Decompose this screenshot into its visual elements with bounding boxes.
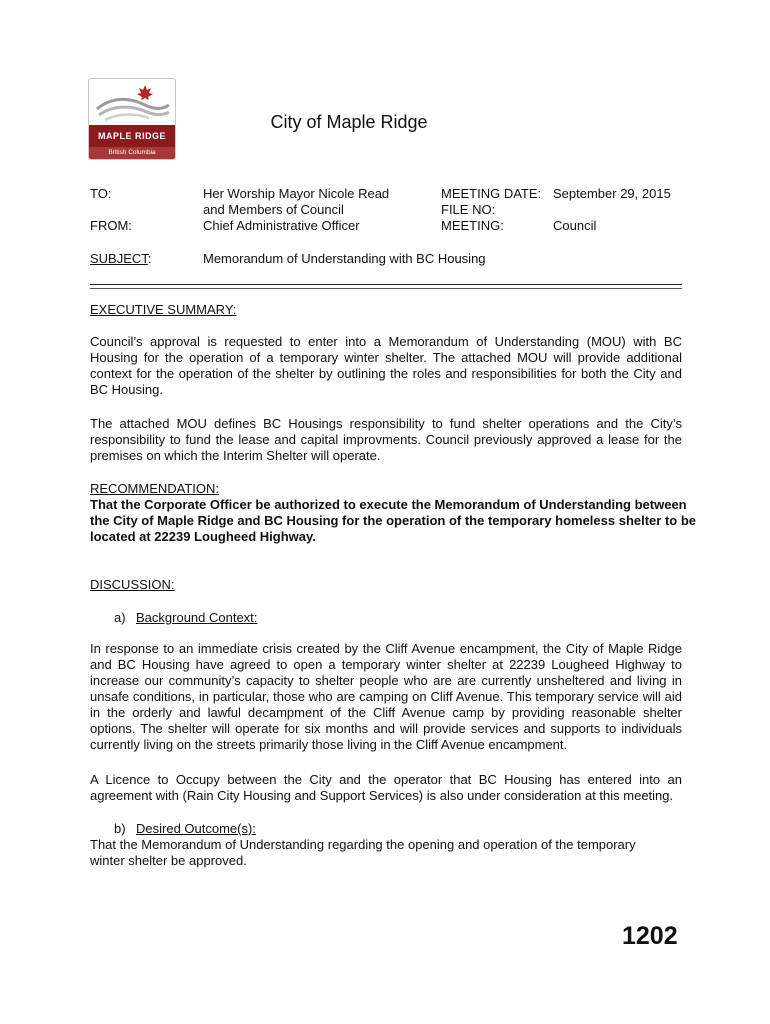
file-no-label: FILE NO: (441, 202, 496, 217)
header-divider (90, 284, 682, 285)
background-paragraph-1: In response to an immediate crisis created by the Cliff Avenue encampment, the City of Maple Ridge and BC Housing have agreed to open a temporary winter shelter at 22239 Lougheed Highway to increase our community’s capacity to shelter people who are are currently unsheltered and living in unsafe conditions, in particular, those who are camping on Cliff Avenue. This temporary service will aid in the orderly and lawful decampment of the Cliff Avenue camp by providing reasonable shelter options. The shelter will operate for six months and will provide services and supports to individuals currently living on the streets primarily those living in the Cliff Avenue encampment. (90, 641, 682, 752)
recommendation-line-3: located at 22239 Lougheed Highway. (90, 529, 316, 544)
to-line-2: and Members of Council (203, 202, 344, 217)
from-label: FROM: (90, 218, 132, 233)
page-number: 1202 (622, 922, 678, 950)
subject-label-wrap (90, 251, 151, 267)
page-title: City of Maple Ridge (270, 112, 428, 132)
header-divider-thin (90, 288, 682, 289)
meeting-date-value: September 29, 2015 (553, 186, 671, 201)
desired-outcome-line-1: That the Memorandum of Understanding regarding the opening and operation of the temporary (90, 837, 636, 852)
discussion-heading: DISCUSSION: (90, 577, 175, 592)
meeting-date-label: MEETING DATE: (441, 186, 542, 201)
logo-name: MAPLE RIDGE (89, 125, 175, 147)
section-a-marker: a) (114, 610, 126, 625)
recommendation-line-1: That the Corporate Officer be authorized to execute the Memorandum of Understanding between (90, 497, 687, 512)
desired-outcome-line-2: winter shelter be approved. (90, 853, 247, 868)
subject-colon: : (147, 251, 152, 266)
section-b-marker: b) (114, 821, 126, 836)
to-line-1: Her Worship Mayor Nicole Read (203, 186, 390, 201)
from-value: Chief Administrative Officer (203, 218, 360, 233)
section-b-heading: Desired Outcome(s): (136, 821, 256, 836)
logo-region: British Columbia (89, 147, 175, 159)
subject-label: SUBJECT (90, 251, 148, 266)
meeting-value: Council (553, 218, 597, 233)
meeting-label: MEETING: (441, 218, 504, 233)
recommendation-line-2: the City of Maple Ridge and BC Housing for the operation of the temporary homeless shelter to be (90, 513, 697, 528)
subject-value: Memorandum of Understanding with BC Housing (203, 251, 486, 266)
section-a-heading: Background Context: (136, 610, 258, 625)
exec-summary-heading: EXECUTIVE SUMMARY: (90, 302, 237, 317)
exec-summary-paragraph-2: The attached MOU defines BC Housings responsibility to fund shelter operations and the City’s responsibility to fund the lease and capital improvments. Council previously approved a lease for the premises on which the Interim Shelter will operate. (90, 416, 682, 463)
recommendation-heading: RECOMMENDATION: (90, 481, 220, 496)
background-paragraph-2: A Licence to Occupy between the City and the operator that BC Housing has entered into an agreement with (Rain City Housing and Support Services) is also under consideration at this meeting. (90, 772, 682, 803)
exec-summary-paragraph-1: Council’s approval is requested to enter into a Memorandum of Understanding (MOU) with BC Housing for the operation of a temporary winter shelter. The attached MOU will provide additional context for the operation of the shelter by outlining the roles and responsibilities for both the City and BC Housing. (90, 334, 682, 397)
to-label: TO: (90, 186, 112, 201)
